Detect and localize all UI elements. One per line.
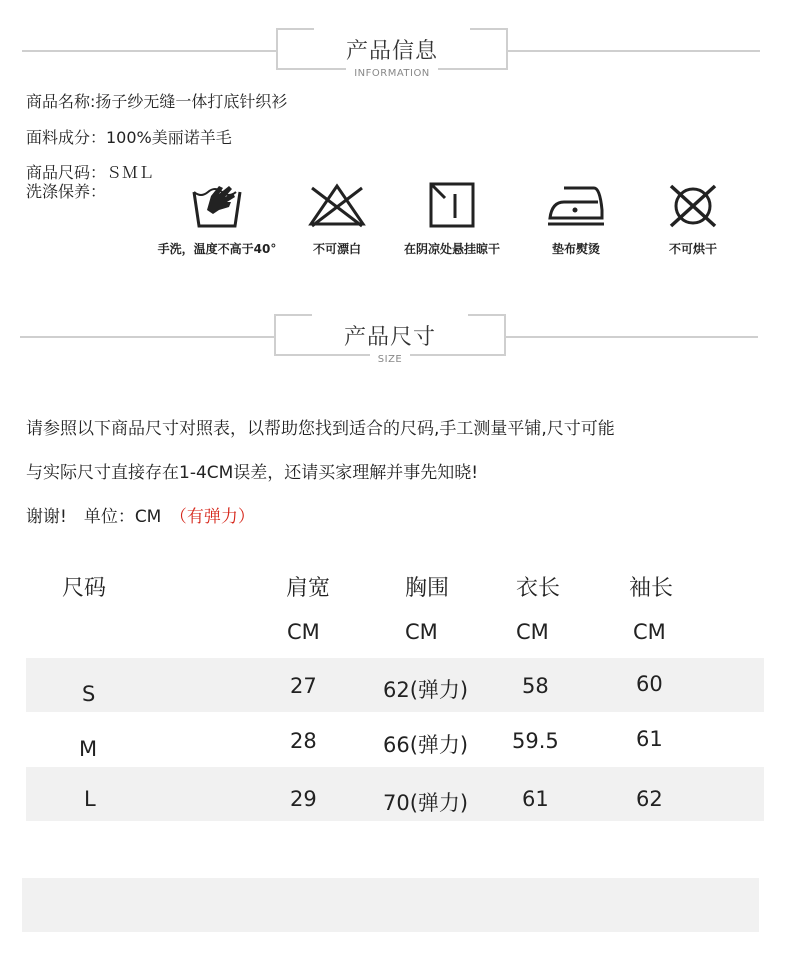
- info-section-title: 产品信息: [345, 39, 438, 64]
- hand-wash-icon: [189, 180, 245, 230]
- unit-length: CM: [516, 620, 549, 644]
- care-item-line-dry: [392, 180, 512, 257]
- info-title-box: [276, 28, 508, 79]
- size-divider-left: [20, 336, 276, 338]
- info-section-subtitle: INFORMATION: [278, 68, 506, 79]
- cell-sleeve: 62: [636, 787, 663, 811]
- care-caption: 手洗，温度不高于40°: [157, 242, 277, 256]
- cell-shoulder: 28: [290, 729, 317, 753]
- cell-length: 58: [522, 674, 549, 698]
- cell-length: 59.5: [512, 729, 559, 753]
- size-note-line-1: 请参照以下商品尺寸对照表，以帮助您找到适合的尺码,手工测量平铺,尺寸可能: [26, 419, 615, 439]
- info-divider-right: [506, 50, 760, 52]
- table-row: [26, 658, 764, 712]
- size-note-line-2: 与实际尺寸直接存在1-4CM误差，还请买家理解并事先知晓!: [26, 463, 479, 483]
- cell-sleeve: 60: [636, 672, 663, 696]
- care-item-hand-wash: [147, 180, 287, 257]
- line-dry-shade-icon: [427, 180, 477, 230]
- unit-shoulder: CM: [287, 620, 320, 644]
- care-item-no-tumble-dry: [650, 180, 736, 257]
- table-row: [26, 767, 764, 821]
- header-chest: 胸围: [405, 576, 450, 601]
- iron-with-cloth-icon: [544, 180, 608, 230]
- header-length: 衣长: [516, 576, 561, 601]
- care-caption: 不可烘干: [668, 242, 717, 256]
- product-care-label: 洗涤保养：: [26, 182, 107, 201]
- size-note-line-3: 谢谢! 单位：CM （有弹力）: [26, 507, 255, 527]
- elastic-note: （有弹力）: [178, 507, 255, 527]
- product-material: 面料成分：100%美丽诺羊毛: [26, 128, 232, 147]
- product-size: 商品尺码：ＳＭＬ: [26, 163, 155, 182]
- care-caption: 垫布熨烫: [551, 242, 600, 256]
- footer-band: [22, 878, 759, 932]
- info-divider-left: [22, 50, 276, 52]
- cell-chest: 66(弹力): [383, 733, 469, 757]
- cell-shoulder: 27: [290, 674, 317, 698]
- cell-size: M: [79, 737, 98, 761]
- unit-sleeve: CM: [633, 620, 666, 644]
- cell-shoulder: 29: [290, 787, 317, 811]
- header-size: 尺码: [62, 576, 107, 601]
- header-shoulder: 肩宽: [286, 576, 331, 601]
- cell-chest: 70(弹力): [383, 791, 469, 815]
- cell-sleeve: 61: [636, 727, 663, 751]
- size-section-subtitle: SIZE: [276, 354, 504, 365]
- care-item-no-bleach: [292, 180, 382, 257]
- size-section-title: 产品尺寸: [343, 325, 436, 350]
- cell-size: S: [82, 682, 96, 706]
- care-item-iron: [531, 180, 621, 257]
- size-divider-right: [504, 336, 758, 338]
- size-title-box: [274, 314, 506, 365]
- no-tumble-dry-icon: [665, 180, 721, 230]
- cell-chest: 62(弹力): [383, 678, 469, 702]
- cell-length: 61: [522, 787, 549, 811]
- care-caption: 不可漂白: [312, 242, 361, 256]
- cell-size: L: [84, 787, 96, 811]
- unit-chest: CM: [405, 620, 438, 644]
- no-bleach-icon: [306, 180, 368, 230]
- table-row: [26, 712, 764, 766]
- header-sleeve: 袖长: [629, 576, 674, 601]
- care-caption: 在阴凉处悬挂晾干: [403, 242, 500, 256]
- product-name: 商品名称:扬子纱无缝一体打底针织衫: [26, 92, 288, 111]
